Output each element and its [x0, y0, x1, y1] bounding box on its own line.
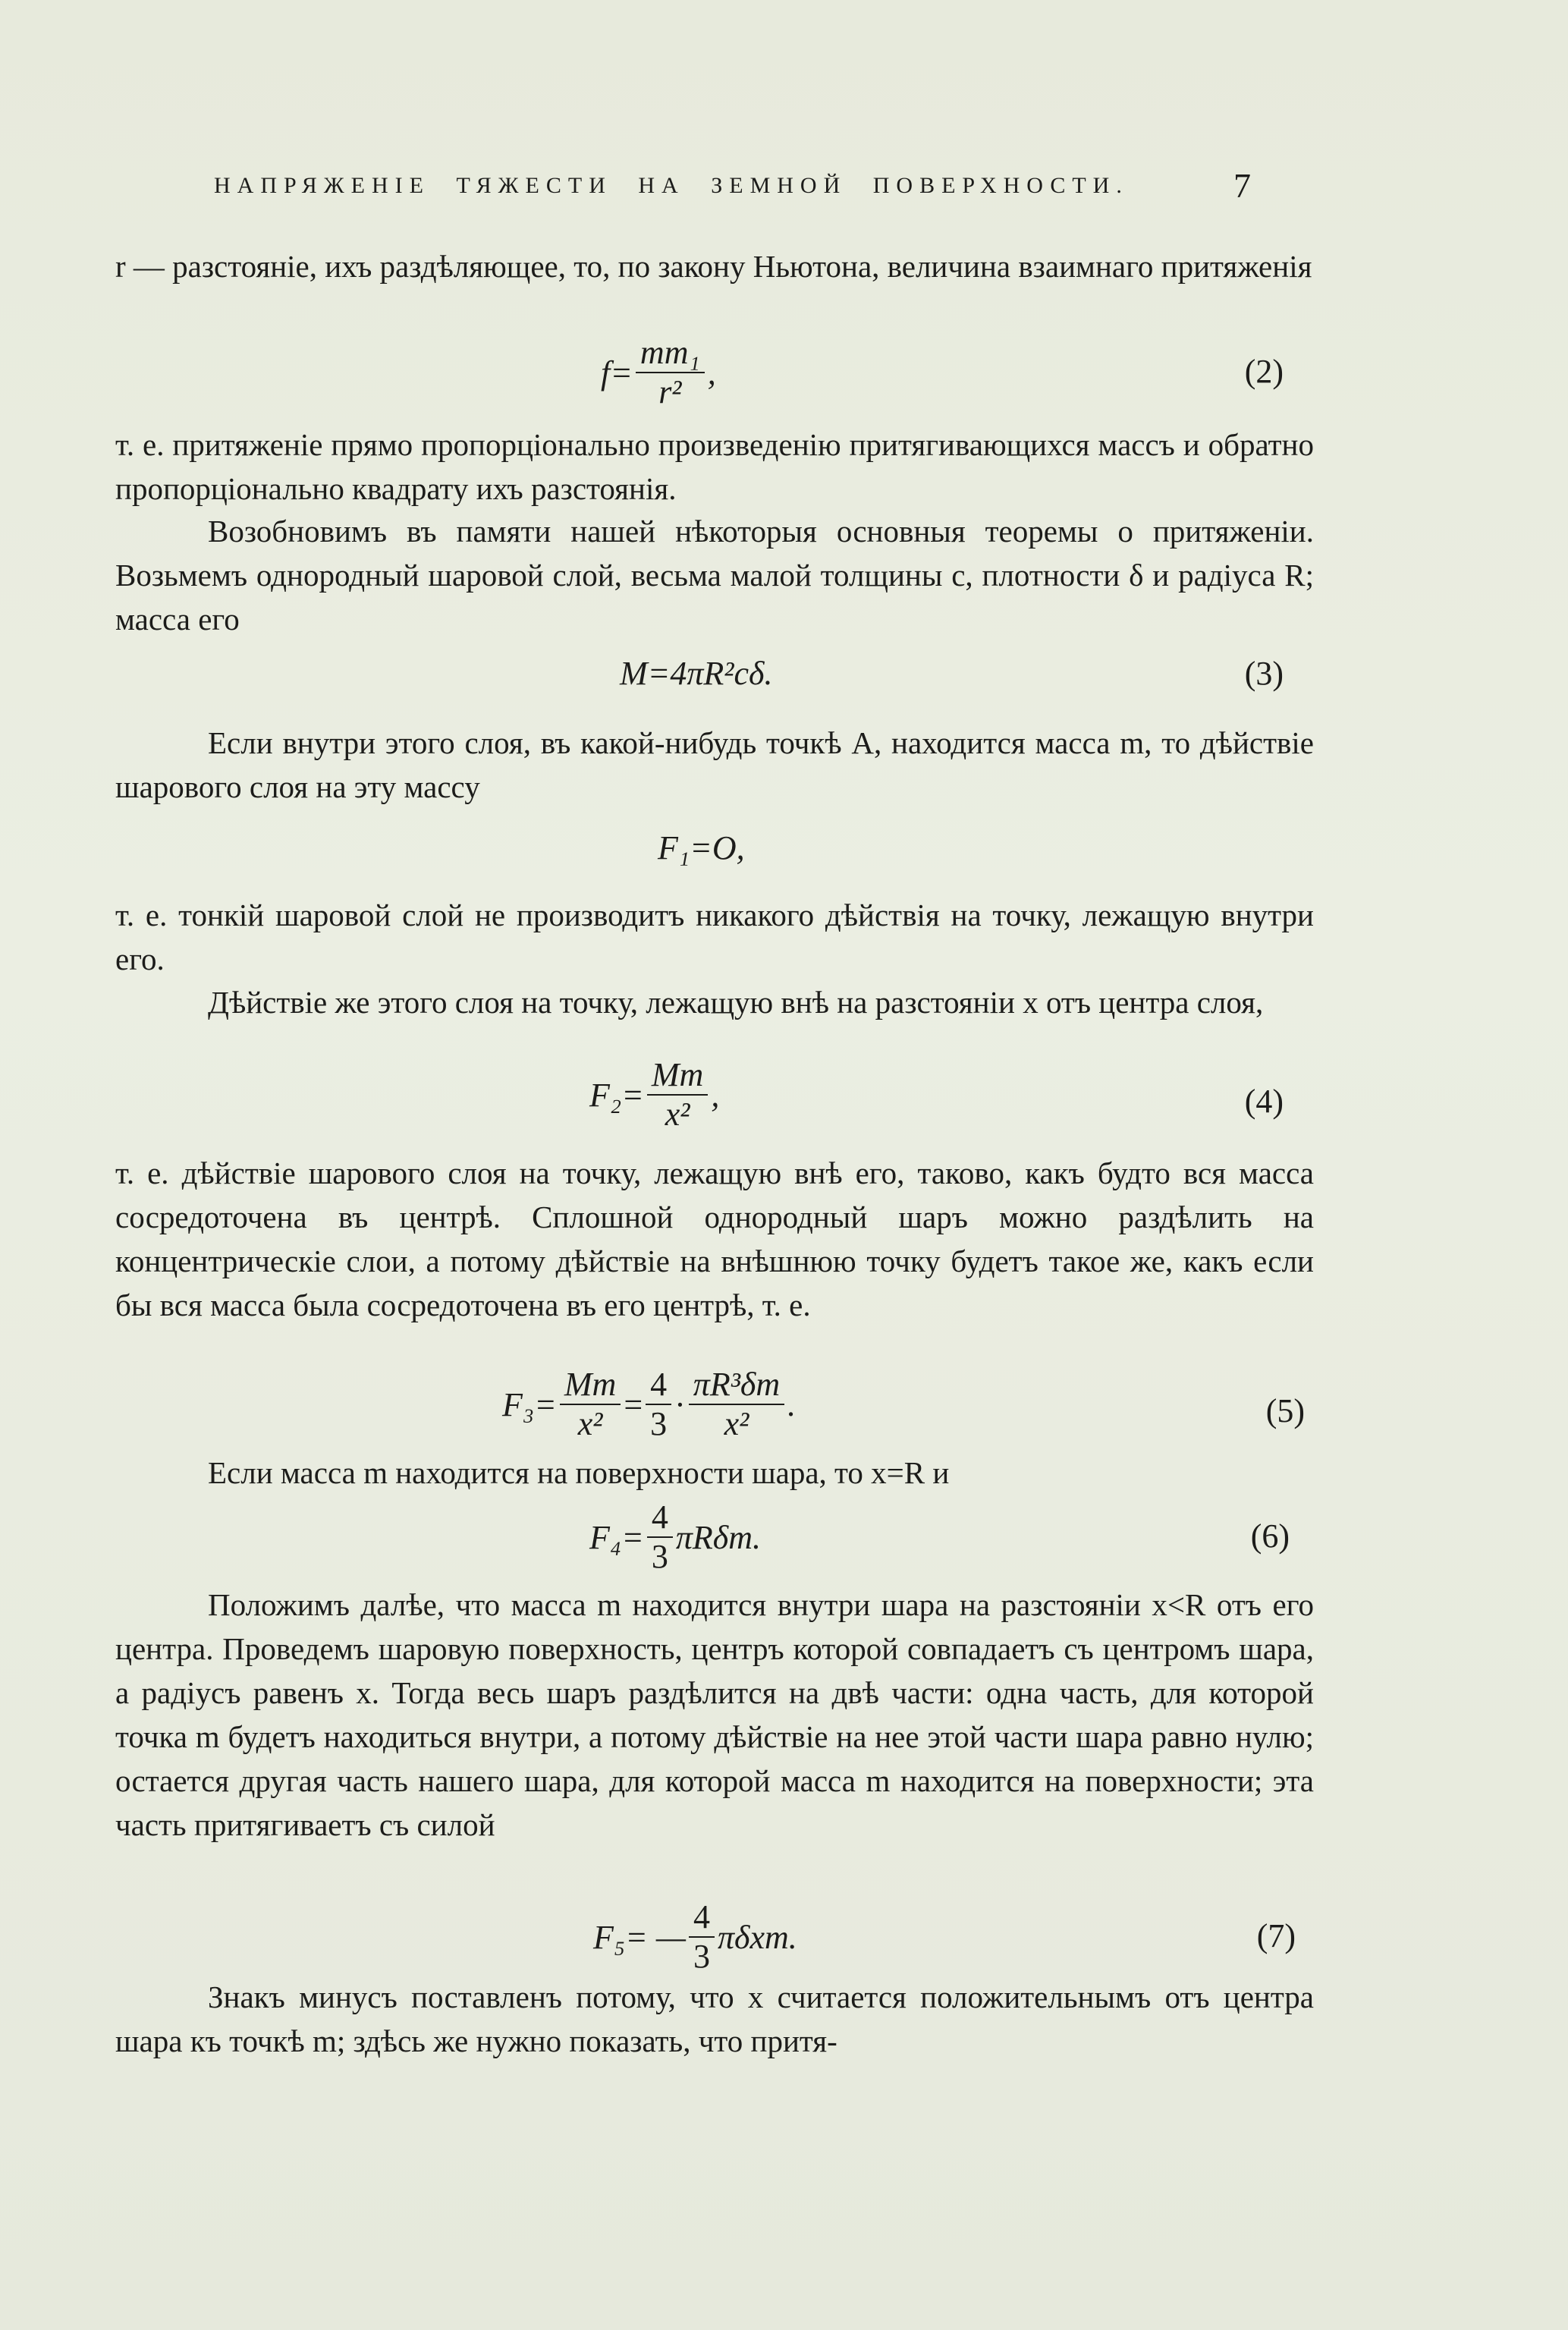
eq3-formula: M=4πR²cδ. [620, 655, 773, 692]
paragraph-10: Знакъ минусъ поставленъ потому, что x считается положительнымъ отъ центра шара къ точкѣ m; здѣсь же нужно показать, что притя- [115, 1979, 1314, 2058]
eq4-lhs: F₂= [589, 1076, 644, 1114]
paragraph-2: т. е. притяженіе прямо пропорціонально произведенію притягивающихся массъ и обратно пропорціонально квадрату ихъ разстоянія. [115, 427, 1314, 506]
eq5-tail: . [787, 1385, 797, 1423]
eq5-number: (5) [1265, 1392, 1305, 1429]
eq4-numerator: Mm [647, 1056, 708, 1096]
paragraph-3: Возобновимъ въ памяти нашей нѣкоторыя основныя теоремы о притяженіи. Возьмемъ однородный шаровой слой, весьма малой толщины c, плотности δ и радіуса R; масса его [115, 514, 1314, 637]
paragraph-6: Дѣйствіе же этого слоя на точку, лежащую внѣ на разстояніи x отъ центра слоя, [208, 985, 1264, 1020]
eq5-fraction-1 [560, 1366, 621, 1443]
eq5-equals: = [624, 1385, 643, 1423]
eq2-numerator: mm₁ [636, 334, 705, 373]
eq5-numerator-3: πR³δm [689, 1366, 784, 1405]
paragraph-5: т. е. тонкій шаровой слой не производитъ никакого дѣйствія на точку, лежащую внутри его. [115, 898, 1314, 976]
eq4-fraction [647, 1056, 708, 1134]
eq6-numerator: 4 [647, 1498, 673, 1538]
eq6-denominator: 3 [651, 1538, 668, 1575]
eq-f1-formula: F₁=O, [658, 829, 745, 866]
eq5-denominator-3: x² [724, 1405, 749, 1442]
eq6-lhs: F₄= [589, 1518, 644, 1556]
equation-4 [115, 1056, 1314, 1140]
equation-7 [115, 1898, 1314, 1982]
eq2-tail: , [707, 354, 716, 391]
equation-2 [115, 334, 1314, 417]
eq4-denominator: x² [665, 1096, 690, 1133]
eq2-fraction [636, 334, 705, 411]
eq3-number: (3) [1244, 655, 1284, 692]
paragraph-4: Если внутри этого слоя, въ какой-нибудь точкѣ A, находится масса m, то дѣйствіе шарового слоя на эту массу [115, 725, 1314, 804]
running-header: НАПРЯЖЕНІЕ ТЯЖЕСТИ НА ЗЕМНОЙ ПОВЕРХНОСТИ. [214, 173, 1129, 198]
eq5-dot: · [674, 1385, 686, 1423]
eq5-lhs: F₃= [502, 1385, 557, 1423]
eq2-number: (2) [1244, 353, 1284, 390]
eq5-fraction-2 [646, 1366, 671, 1443]
eq4-tail: , [711, 1076, 720, 1114]
eq5-fraction-3 [689, 1366, 784, 1443]
eq7-fraction [689, 1898, 715, 1976]
equation-6 [115, 1498, 1314, 1582]
eq7-lhs: F₅= — [593, 1918, 686, 1956]
equation-5 [115, 1366, 1314, 1449]
eq6-fraction [647, 1498, 673, 1576]
page-number: 7 [1233, 166, 1251, 205]
eq7-denominator: 3 [693, 1938, 710, 1975]
paragraph-9: Положимъ далѣе, что масса m находится внутри шара на разстояніи x<R отъ его центра. Проведемъ шаровую поверхность, центръ которой совпадаетъ съ центромъ шара, а радіусъ равенъ x. Тогда весь шаръ раздѣлится на двѣ части: одна часть, для которой точка m будетъ находиться внутри, а потому дѣйствіе на нее этой части шара равно нулю; остается другая часть нашего шара, для которой масса m находится на поверхности; эта часть притягиваетъ съ силой [115, 1587, 1314, 1842]
paragraph-1: r — разстояніе, ихъ раздѣляющее, то, по закону Ньютона, величина взаимнаго притяженія [115, 249, 1312, 284]
eq2-lhs: f= [601, 354, 633, 391]
eq6-number: (6) [1250, 1517, 1290, 1555]
eq7-number: (7) [1256, 1917, 1296, 1954]
eq7-tail: πδxm. [718, 1918, 797, 1956]
eq7-numerator: 4 [689, 1898, 715, 1938]
eq5-denominator-1: x² [577, 1405, 603, 1442]
eq4-number: (4) [1244, 1083, 1284, 1120]
eq5-numerator-1: Mm [560, 1366, 621, 1405]
eq5-denominator-2: 3 [650, 1405, 668, 1442]
eq2-denominator: r² [658, 373, 682, 410]
paragraph-8: Если масса m находится на поверхности шара, то x=R и [208, 1455, 950, 1490]
paragraph-7: т. е. дѣйствіе шарового слоя на точку, лежащую внѣ его, таково, какъ будто вся масса сосредоточена въ центрѣ. Сплошной однородный шаръ можно раздѣлить на концентрическіе слои, а потому дѣйствіе на внѣшнюю точку будетъ такое же, какъ если бы вся масса была сосредоточена въ его центрѣ, т. е. [115, 1156, 1314, 1322]
eq6-tail: πRδm. [675, 1518, 762, 1556]
eq5-numerator-2: 4 [646, 1366, 671, 1405]
